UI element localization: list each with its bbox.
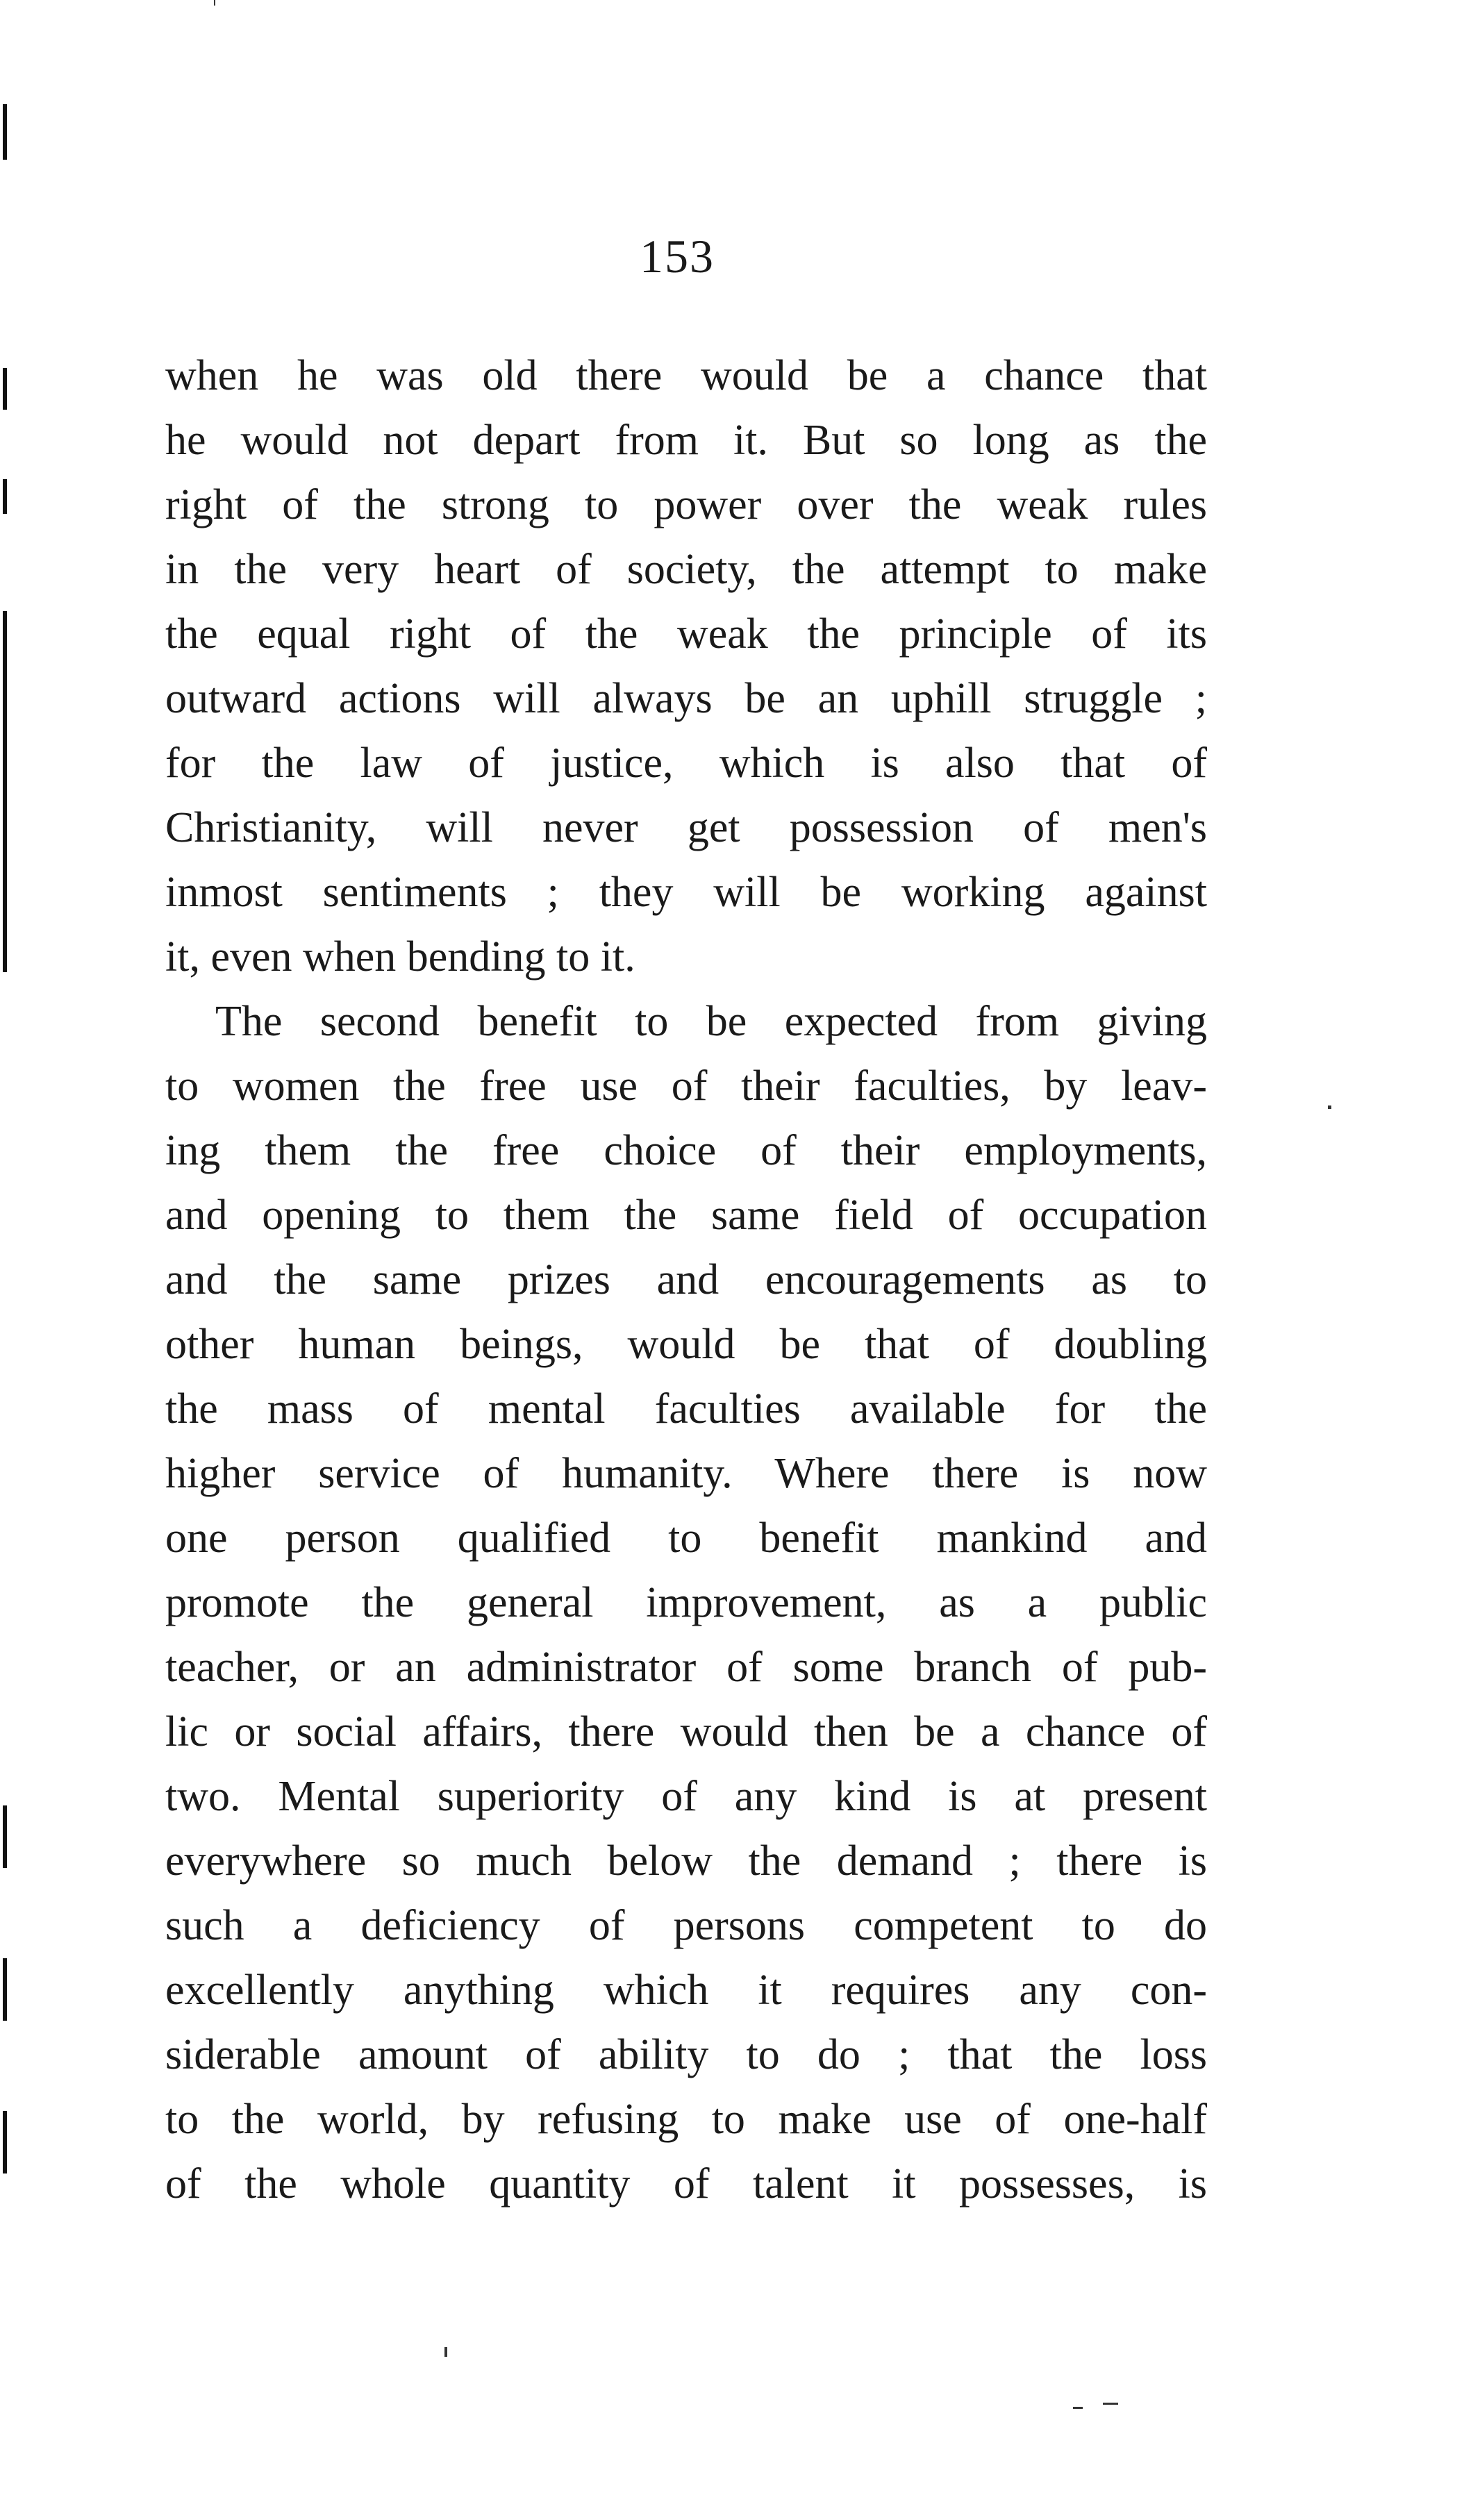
text-line: ing them the free choice of their employments, bbox=[165, 1127, 1207, 1174]
text-line: to the world, by refusing to make use of one-half bbox=[165, 2096, 1207, 2143]
text-line: of the whole quantity of talent it possesses, is bbox=[165, 2160, 1207, 2208]
page-number: 153 bbox=[640, 230, 715, 283]
text-line: it, even when bending to it. bbox=[165, 933, 635, 981]
scan-speck bbox=[1103, 2403, 1118, 2405]
scan-margin-mark bbox=[3, 611, 7, 972]
scan-speck bbox=[1328, 1105, 1331, 1109]
body-text bbox=[165, 344, 1207, 2217]
text-line: everywhere so much below the demand ; there is bbox=[165, 1837, 1207, 1885]
scan-speck bbox=[214, 0, 215, 6]
text-line: two. Mental superiority of any kind is at present bbox=[165, 1773, 1207, 1820]
text-line: siderable amount of ability to do ; that the loss bbox=[165, 2031, 1207, 2078]
text-line: outward actions will always be an uphill struggle ; bbox=[165, 675, 1207, 722]
text-line: lic or social affairs, there would then be a chance of bbox=[165, 1708, 1207, 1755]
text-line: the equal right of the weak the principle of its bbox=[165, 610, 1207, 658]
text-line: he would not depart from it. But so long as the bbox=[165, 417, 1207, 464]
text-line: when he was old there would be a chance that bbox=[165, 352, 1207, 399]
scan-margin-mark bbox=[3, 368, 7, 410]
scan-speck bbox=[1073, 2407, 1083, 2409]
scan-speck bbox=[444, 2347, 447, 2357]
text-line: and opening to them the same field of occupation bbox=[165, 1192, 1207, 1239]
text-line: right of the strong to power over the weak rules bbox=[165, 481, 1207, 528]
text-line: one person qualified to benefit mankind and bbox=[165, 1514, 1207, 1562]
text-line: The second benefit to be expected from giving bbox=[215, 998, 1207, 1045]
scan-margin-mark bbox=[3, 1958, 7, 2021]
scan-margin-mark bbox=[3, 2111, 7, 2173]
scan-margin-mark bbox=[3, 479, 7, 514]
text-line: in the very heart of society, the attempt to make bbox=[165, 546, 1207, 593]
text-line: such a deficiency of persons competent to do bbox=[165, 1902, 1207, 1949]
text-line: for the law of justice, which is also that of bbox=[165, 740, 1207, 787]
text-line: the mass of mental faculties available for the bbox=[165, 1385, 1207, 1433]
text-line: Christianity, will never get possession of men's bbox=[165, 804, 1207, 851]
scan-margin-mark bbox=[3, 104, 7, 160]
text-line: to women the free use of their faculties, by leav- bbox=[165, 1062, 1207, 1110]
text-line: higher service of humanity. Where there is now bbox=[165, 1450, 1207, 1497]
text-line: excellently anything which it requires any con- bbox=[165, 1967, 1207, 2014]
text-line: inmost sentiments ; they will be working against bbox=[165, 869, 1207, 916]
text-line: other human beings, would be that of doubling bbox=[165, 1321, 1207, 1368]
scan-margin-mark bbox=[3, 1805, 7, 1868]
text-line: teacher, or an administrator of some branch of pub- bbox=[165, 1644, 1207, 1691]
text-line: and the same prizes and encouragements as to bbox=[165, 1256, 1207, 1303]
text-line: promote the general improvement, as a public bbox=[165, 1579, 1207, 1626]
